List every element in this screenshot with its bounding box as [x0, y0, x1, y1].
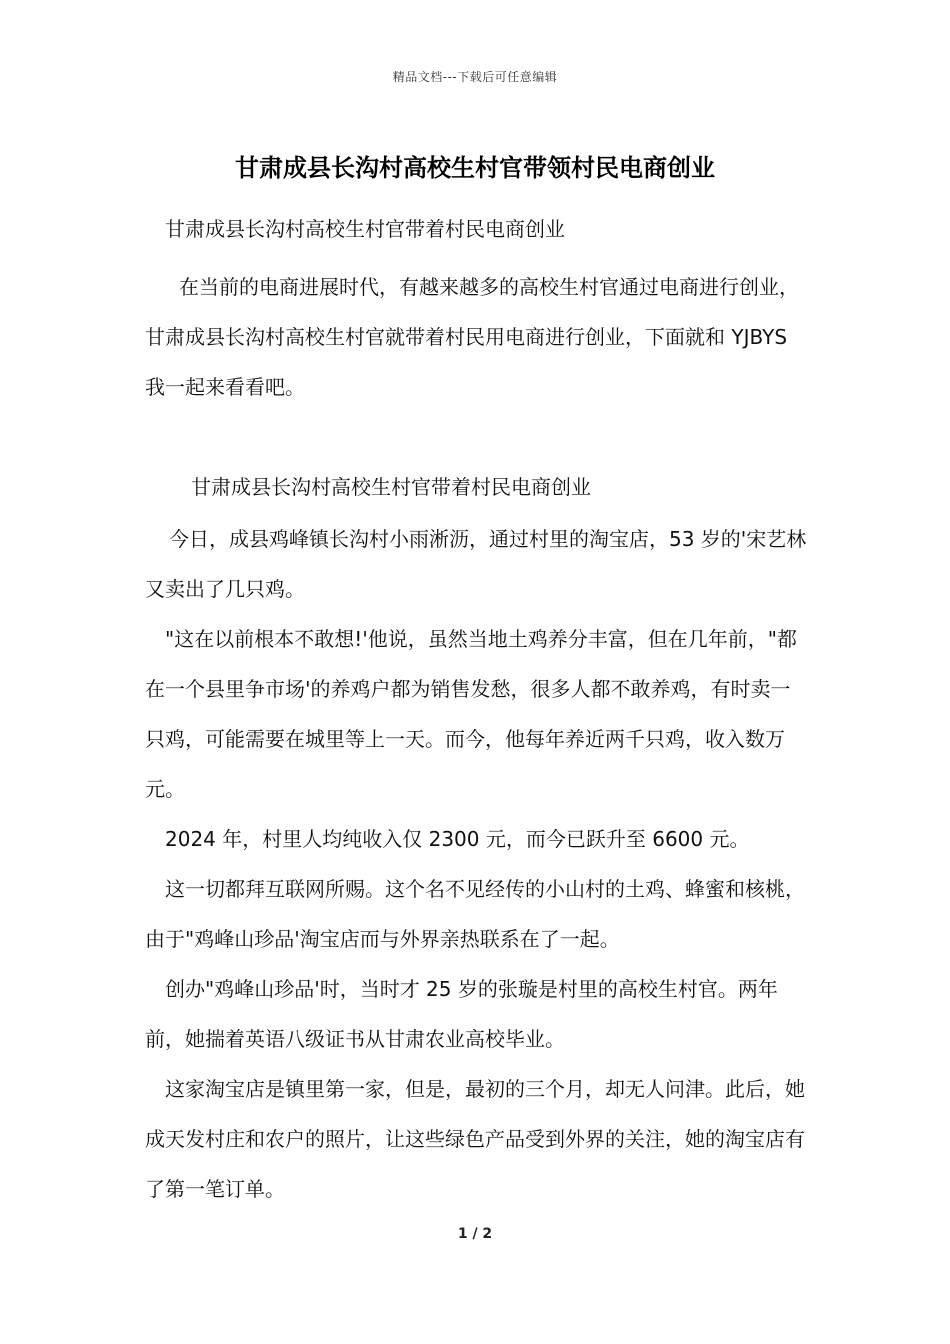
page-header-note: 精品文档---下载后可任意编辑: [392, 70, 558, 84]
body-paragraph: 今日，成县鸡峰镇长沟村小雨淅沥，通过村里的淘宝店，53 岁的'宋艺林又卖出了几只鸡。: [145, 527, 807, 601]
document-body: [145, 204, 810, 1214]
body-paragraph: "这在以前根本不敢想!'他说，虽然当地土鸡养分丰富，但在几年前，"都在一个县里争市场'的养鸡户都为销售发愁，很多人都不敢养鸡，有时卖一只鸡，可能需要在城里等上一天。而今，他每年养近两千只鸡，收入数万元。: [145, 627, 797, 801]
page-number: 1 / 2: [457, 1226, 493, 1242]
body-paragraph: 2024 年，村里人均纯收入仅 2300 元，而今已跃升至 6600 元。: [165, 827, 750, 851]
body-paragraph: 这一切都拜互联网所赐。这个名不见经传的小山村的土鸡、蜂蜜和核桃，由于"鸡峰山珍品'淘宝店而与外界亲热联系在了一起。: [145, 877, 805, 951]
body-paragraph: 创办"鸡峰山珍品'时，当时才 25 岁的张璇是村里的高校生村官。两年前，她揣着英语八级证书从甘肃农业高校毕业。: [145, 977, 778, 1051]
body-paragraph: 这家淘宝店是镇里第一家，但是，最初的三个月，却无人问津。此后，她成天发村庄和农户的照片，让这些绿色产品受到外界的关注，她的淘宝店有了第一笔订单。: [145, 1077, 805, 1201]
document-subtitle: 甘肃成县长沟村高校生村官带着村民电商创业: [165, 217, 565, 241]
document-title: 甘肃成县长沟村高校生村官带领村民电商创业: [235, 154, 715, 182]
intro-paragraph: 在当前的电商进展时代，有越来越多的高校生村官通过电商进行创业，甘肃成县长沟村高校生村官就带着村民用电商进行创业，下面就和 YJBYS 我一起来看看吧。: [145, 275, 799, 399]
section-title: 甘肃成县长沟村高校生村官带着村民电商创业: [191, 475, 591, 499]
